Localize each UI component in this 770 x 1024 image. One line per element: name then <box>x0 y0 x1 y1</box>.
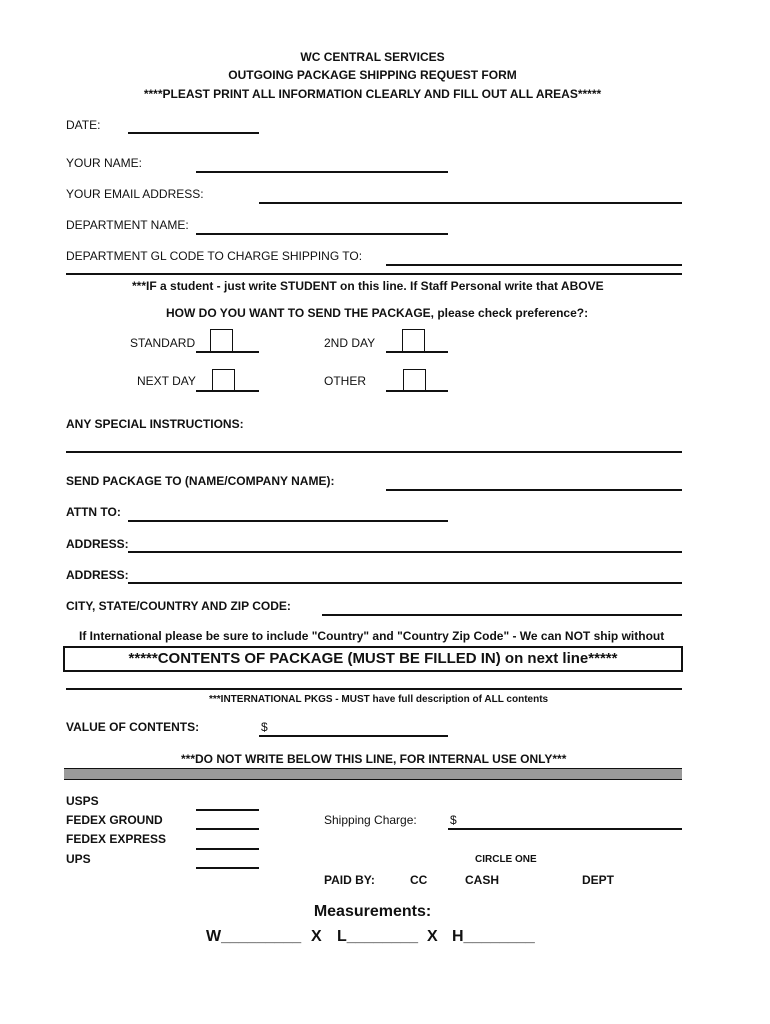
value-field-line[interactable] <box>259 735 448 737</box>
paid-cash-option[interactable]: CASH <box>465 873 500 887</box>
your-name-label: YOUR NAME: <box>66 156 143 170</box>
paid-dept-option[interactable]: DEPT <box>582 873 615 887</box>
email-field-line[interactable] <box>259 202 682 204</box>
next-day-checkbox[interactable] <box>212 369 235 392</box>
contents-field-line[interactable] <box>66 688 682 690</box>
address2-label: ADDRESS: <box>66 568 129 582</box>
form-instructions: ****PLEAST PRINT ALL INFORMATION CLEARLY AND FILL OUT ALL AREAS***** <box>143 87 602 101</box>
paid-by-label: PAID BY: <box>324 873 375 887</box>
address2-field-line[interactable] <box>128 582 682 584</box>
second-day-label: 2ND DAY <box>324 336 376 350</box>
shipping-charge-line[interactable] <box>448 828 682 830</box>
contents-banner-box <box>63 646 683 672</box>
other-checkbox[interactable] <box>403 369 426 392</box>
internal-use-note: ***DO NOT WRITE BELOW THIS LINE, FOR INTERNAL USE ONLY*** <box>181 752 567 766</box>
next-day-label: NEXT DAY <box>137 374 196 388</box>
address1-field-line[interactable] <box>128 551 682 553</box>
intl-pkgs-note: ***INTERNATIONAL PKGS - MUST have full description of ALL contents <box>209 694 549 705</box>
standard-label: STANDARD <box>130 336 196 350</box>
paid-cc-option[interactable]: CC <box>410 873 428 887</box>
circle-one-note: CIRCLE ONE <box>475 854 537 865</box>
second-day-checkbox[interactable] <box>402 329 425 352</box>
carrier-usps-line[interactable] <box>196 809 259 811</box>
standard-underline <box>196 351 259 353</box>
international-note: If International please be sure to include "Country" and "Country Zip Code" - We can NOT ship without <box>79 629 665 643</box>
shipping-question: HOW DO YOU WANT TO SEND THE PACKAGE, please check preference?: <box>166 306 589 320</box>
gl-code-field-line[interactable] <box>386 264 682 266</box>
carrier-fedex-express-line[interactable] <box>196 848 259 850</box>
shipping-charge-dollar: $ <box>450 813 457 827</box>
other-label: OTHER <box>324 374 366 388</box>
measurements-title: Measurements: <box>313 903 432 920</box>
internal-bar-bottom-line <box>64 779 682 780</box>
carrier-fedex-ground-line[interactable] <box>196 828 259 830</box>
form-org-title: WC CENTRAL SERVICES <box>300 50 445 64</box>
student-note: ***IF a student - just write STUDENT on this line. If Staff Personal write that ABOVE <box>132 279 604 293</box>
carrier-fedex-express-label: FEDEX EXPRESS <box>66 832 167 846</box>
email-label: YOUR EMAIL ADDRESS: <box>66 187 204 201</box>
attn-field-line[interactable] <box>128 520 448 522</box>
date-field-line[interactable] <box>128 132 259 134</box>
city-field-line[interactable] <box>322 614 682 616</box>
other-underline <box>386 390 448 392</box>
value-label: VALUE OF CONTENTS: <box>66 720 200 734</box>
department-label: DEPARTMENT NAME: <box>66 218 189 232</box>
send-to-field-line[interactable] <box>386 489 682 491</box>
shipping-charge-label: Shipping Charge: <box>324 813 417 827</box>
form-title: OUTGOING PACKAGE SHIPPING REQUEST FORM <box>228 68 517 82</box>
carrier-ups-line[interactable] <box>196 867 259 869</box>
standard-checkbox[interactable] <box>210 329 233 352</box>
special-instructions-line[interactable] <box>66 451 682 453</box>
measurement-length[interactable]: L________ <box>337 928 418 945</box>
address1-label: ADDRESS: <box>66 537 129 551</box>
carrier-ups-label: UPS <box>66 852 91 866</box>
contents-banner-text: *****CONTENTS OF PACKAGE (MUST BE FILLED IN) on next line***** <box>128 650 618 667</box>
internal-bar-top-line <box>64 768 682 769</box>
city-label: CITY, STATE/COUNTRY AND ZIP CODE: <box>66 599 291 613</box>
date-label: DATE: <box>66 118 101 132</box>
second-day-underline <box>386 351 448 353</box>
next-day-underline <box>196 390 259 392</box>
measurement-height[interactable]: H________ <box>452 928 535 945</box>
special-instructions-label: ANY SPECIAL INSTRUCTIONS: <box>66 417 244 431</box>
measurement-width[interactable]: W_________ <box>206 928 302 945</box>
gl-code-label: DEPARTMENT GL CODE TO CHARGE SHIPPING TO: <box>66 249 363 263</box>
divider-line <box>66 273 682 275</box>
measurement-x2: X <box>427 928 438 945</box>
carrier-fedex-ground-label: FEDEX GROUND <box>66 813 163 827</box>
carrier-usps-label: USPS <box>66 794 99 808</box>
attn-label: ATTN TO: <box>66 505 121 519</box>
department-field-line[interactable] <box>196 233 448 235</box>
value-dollar-sign: $ <box>261 720 268 734</box>
send-to-label: SEND PACKAGE TO (NAME/COMPANY NAME): <box>66 474 335 488</box>
your-name-field-line[interactable] <box>196 171 448 173</box>
measurement-x1: X <box>311 928 322 945</box>
